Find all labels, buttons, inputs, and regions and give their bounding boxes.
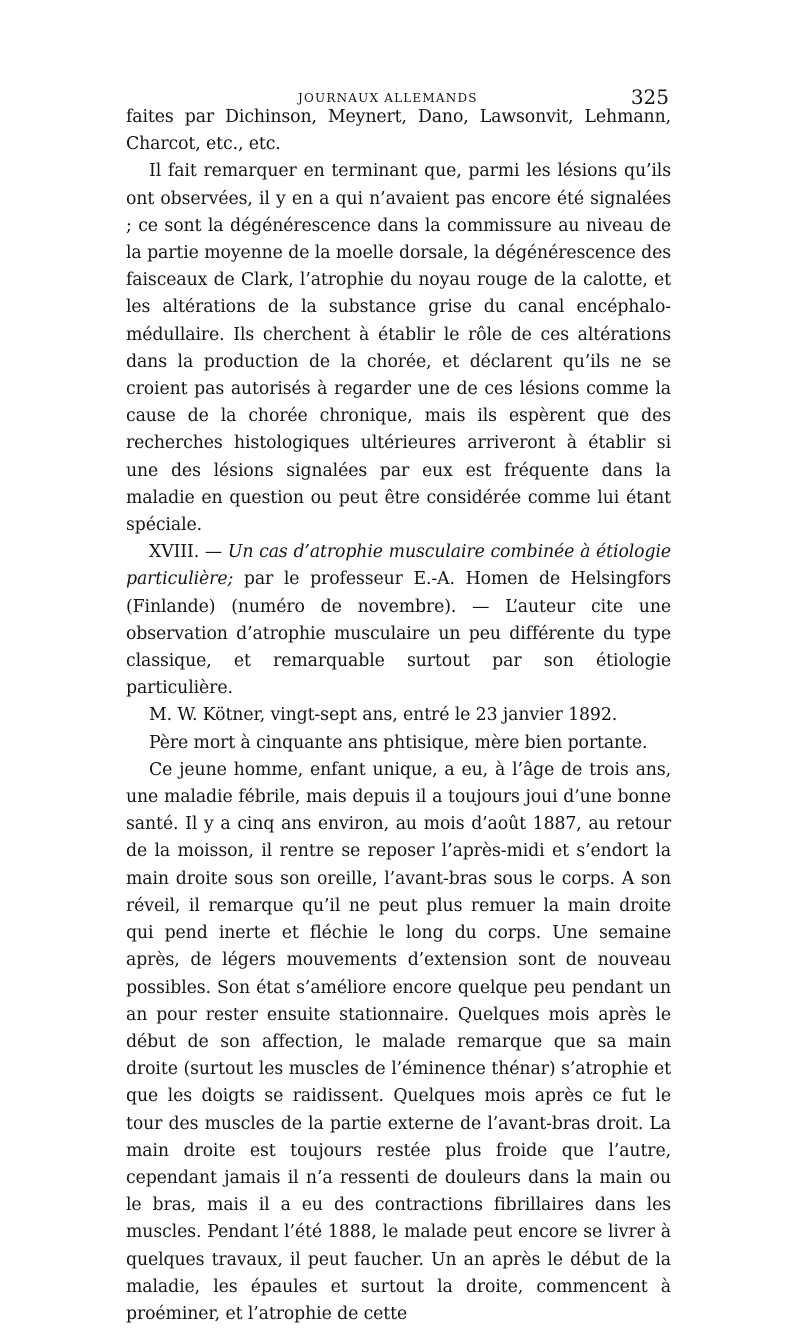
article-number: XVIII. — bbox=[149, 542, 228, 563]
article-summary: par le professeur E.-A. Homen de Helsingfors (Finlande) (numéro de novembre). — L’auteur cite une observation d’atrophie musculaire un peu différente du type classique, et remarquable surtout par son étiologie particulière. bbox=[126, 569, 671, 699]
paragraph-case-history: Ce jeune homme, enfant unique, a eu, à l’âge de trois ans, une maladie fébrile, mais depuis il a toujours joui d’une bonne santé. Il y a cinq ans environ, au mois d’août 1887, au retour de la moisson, il rentre se reposer l’après-midi et s’endort la main droite sous son oreille, l’avant-bras sous le corps. A son réveil, il remarque qu’il ne peut plus remuer la main droite qui pend inerte et fléchie le long du corps. Une semaine après, de légers mouvements d’extension sont de nouveau possibles. Son état s’améliore encore quelque peu pendant un an pour rester ensuite stationnaire. Quelques mois après le début de son affection, le malade remarque que sa main droite (surtout les muscles de l’éminence thénar) s’atrophie et que les doigts se raidissent. Quelques mois après ce fut le tour des muscles de la partie externe de l’avant-bras droit. La main droite est toujours restée plus froide que l’autre, cependant jamais il n’a ressenti de douleurs dans la main ou le bras, mais il a eu des contractions fibrillaires dans les muscles. Pendant l’été 1888, le malade peut encore se livrer à quelques travaux, il peut faucher. Un an après le début de la maladie, les épaules et surtout la droite, commencent à proéminer, et l’atrophie de cette bbox=[126, 759, 671, 1324]
article-title: Un cas d’atrophie musculaire combinée à étiologie particulière; bbox=[126, 542, 672, 590]
paragraph-patient: M. W. Kötner, vingt-sept ans, entré le 23 janvier 1892. bbox=[149, 705, 618, 726]
running-header bbox=[126, 0, 671, 109]
article-heading-paragraph bbox=[126, 539, 671, 702]
paragraph-lesions: Il fait remarquer en terminant que, parmi les lésions qu’ils ont observées, il y en a qui n’avaient pas encore été signalées ; ce sont la dégénérescence dans la commissure au niveau de la partie moyenne de la moelle dorsale, la dégénérescence des faisceaux de Clark, l’atrophie du noyau rouge de la calotte, et les altérations de la substance grise du canal encéphalo-médullaire. Ils cherchent à établir le rôle de ces altérations dans la production de la chorée, et déclarent qu’ils ne se croient pas autorisés à regarder une de ces lésions comme la cause de la chorée chronique, mais ils espèrent que des recherches histologiques ultérieures arriveront à établir si une des lésions signalées par eux est fréquente dans la maladie en question ou peut être considérée comme lui étant spéciale. bbox=[126, 161, 671, 536]
book-page bbox=[126, 0, 671, 1328]
body-text bbox=[126, 104, 671, 1328]
page-number: 325 bbox=[630, 85, 669, 109]
paragraph-family-history: Père mort à cinquante ans phtisique, mère bien portante. bbox=[149, 732, 648, 753]
running-title: JOURNAUX ALLEMANDS bbox=[298, 91, 478, 105]
paragraph-continuation: faites par Dichinson, Meynert, Dano, Lawsonvit, Lehmann, Charcot, etc., etc. bbox=[126, 107, 671, 155]
